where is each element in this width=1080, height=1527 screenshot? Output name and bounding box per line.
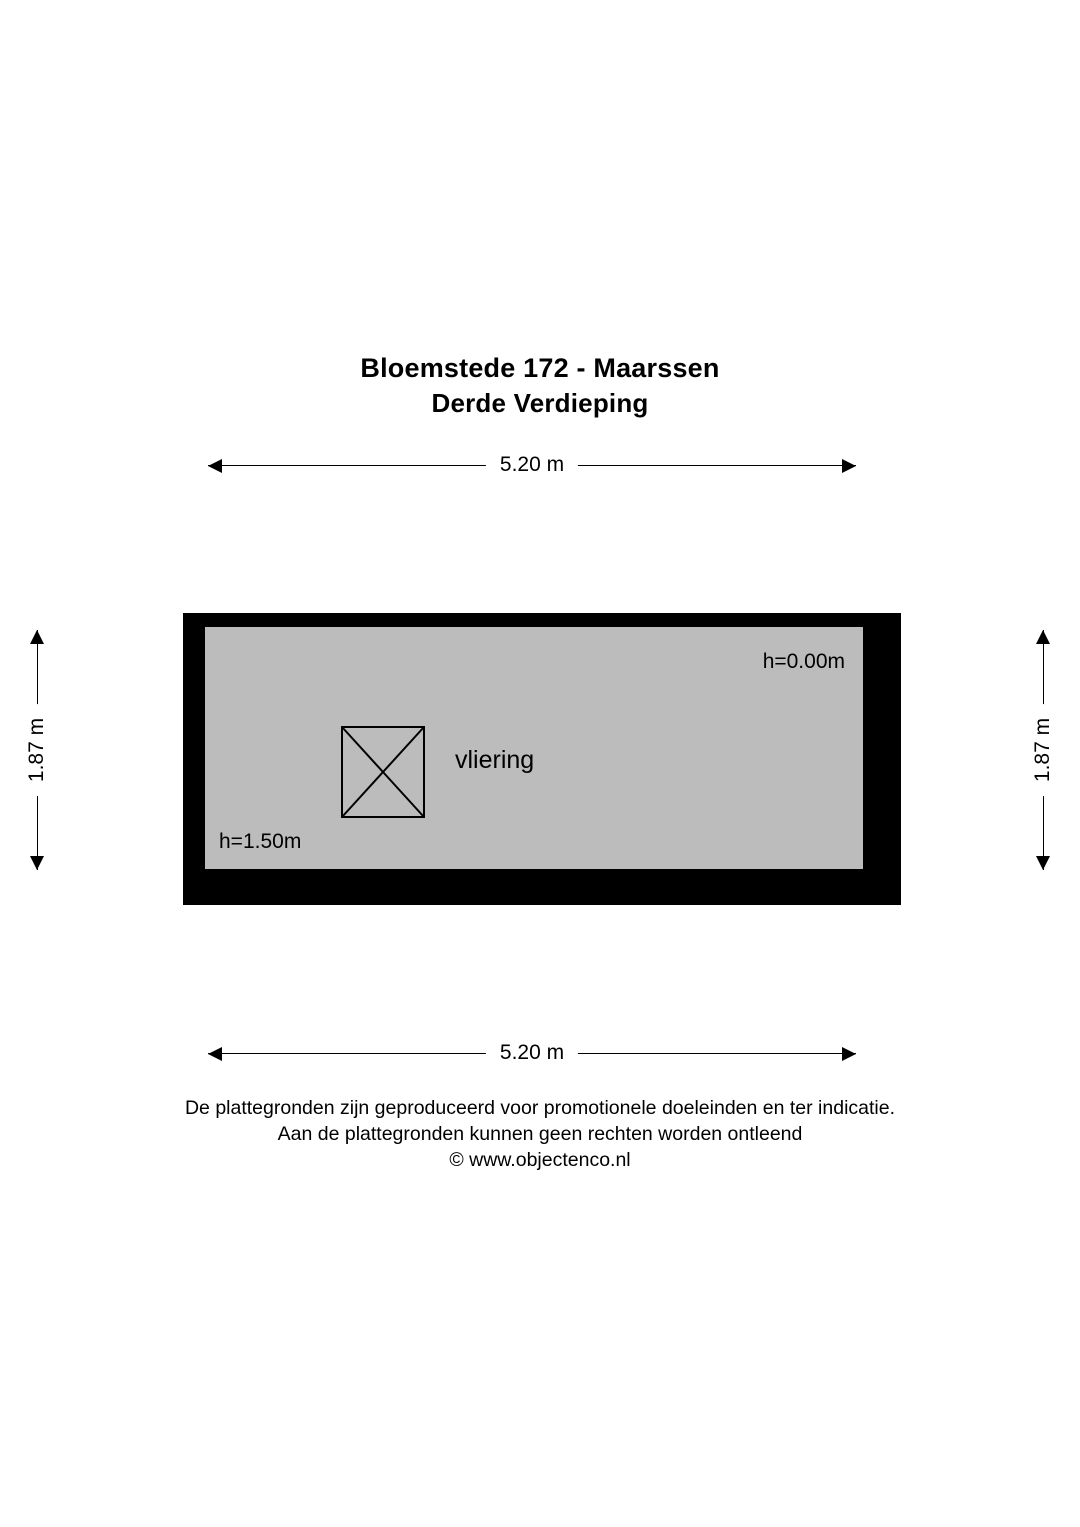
dimension-bottom-width [208, 1038, 856, 1068]
dimension-bottom-width-label: 5.20 m [486, 1038, 578, 1068]
page-title: Bloemstede 172 - Maarssen [360, 353, 720, 383]
dimension-left-height [22, 630, 52, 870]
dimension-right-height [1028, 630, 1058, 870]
room-label-vliering: vliering [455, 746, 535, 774]
arrow-right-icon [842, 1047, 856, 1061]
arrow-left-icon [208, 459, 222, 473]
arrow-down-icon [30, 856, 44, 870]
ceiling-height-bottom-left: h=1.50m [219, 830, 302, 853]
arrow-left-icon [208, 1047, 222, 1061]
dimension-left-height-label: 1.87 m [22, 704, 52, 796]
dimension-right-height-label: 1.87 m [1028, 704, 1058, 796]
ceiling-height-top-right: h=0.00m [762, 650, 845, 673]
disclaimer-line-2: Aan de plattegronden kunnen geen rechten worden ontleend [277, 1123, 803, 1145]
shaft-symbol-icon [341, 726, 425, 818]
dimension-top-width [208, 450, 856, 480]
disclaimer-line-1: De plattegronden zijn geproduceerd voor promotionele doeleinden en ter indicatie. [184, 1097, 896, 1119]
arrow-right-icon [842, 459, 856, 473]
arrow-up-icon [1036, 630, 1050, 644]
floor-subtitle: Derde Verdieping [431, 388, 649, 418]
room-vliering [205, 627, 863, 869]
disclaimer-footer [0, 1095, 1080, 1173]
plan-title-block [0, 350, 1080, 420]
arrow-down-icon [1036, 856, 1050, 870]
copyright-line: © www.objectenco.nl [449, 1149, 631, 1171]
floor-plan [183, 613, 901, 905]
dimension-top-width-label: 5.20 m [486, 450, 578, 480]
arrow-up-icon [30, 630, 44, 644]
